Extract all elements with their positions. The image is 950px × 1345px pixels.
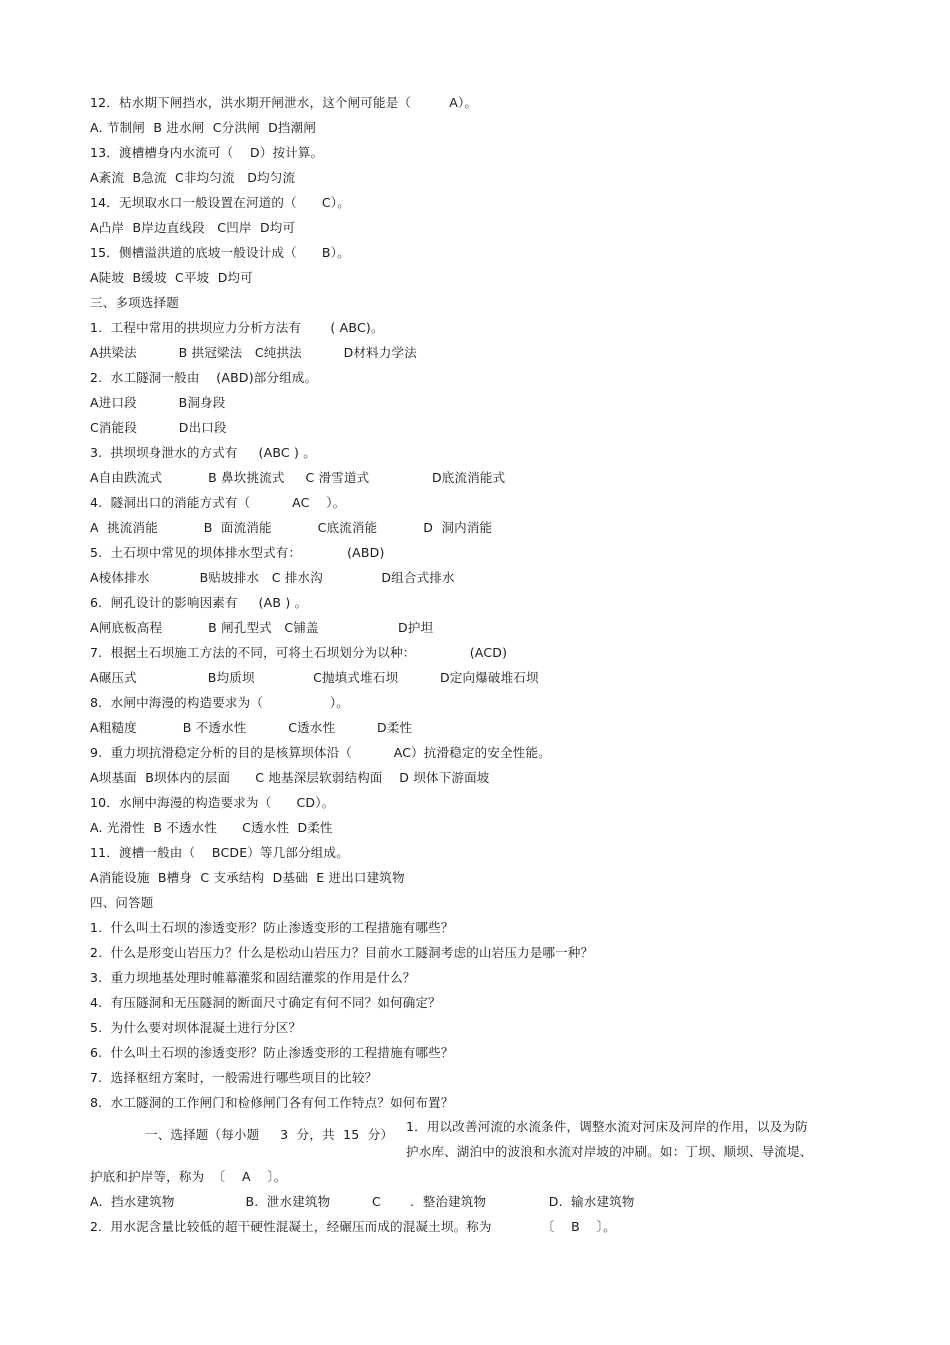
text-line: 5. 土石坝中常见的坝体排水型式有： (ABD) — [90, 545, 385, 560]
text-line: 5. 为什么要对坝体混凝土进行分区？ — [90, 1020, 302, 1035]
text-line: A粗糙度 B 不透水性 C透水性 D柔性 — [90, 720, 413, 735]
text-line: 13．渡槽槽身内水流可（ D）按计算。 — [90, 145, 324, 160]
text-line: 7. 根据土石坝施工方法的不同，可将土石坝划分为以种： (ACD) — [90, 645, 508, 660]
text-line: 8. 水工隧洞的工作闸门和检修闸门各有何工作特点？如何布置？ — [90, 1095, 454, 1110]
text-line: 护水库、湖泊中的波浪和水流对岸坡的冲刷。如：丁坝、顺坝、导流堤、 — [406, 1144, 813, 1159]
text-line: 15．侧槽溢洪道的底坡一般设计成（ B）。 — [90, 245, 350, 260]
text-line: A进口段 B洞身段 — [90, 395, 226, 410]
text-line: 护底和护岸等，称为 〔 A 〕。 — [90, 1169, 287, 1184]
text-line: 11．渡槽一般由（ BCDE）等几部分组成。 — [90, 845, 349, 860]
text-line: 1. 什么叫土石坝的渗透变形？防止渗透变形的工程措施有哪些？ — [90, 920, 454, 935]
text-line: 一、选择题（每小题 3 分，共 15 分） — [145, 1127, 394, 1142]
text-line: A自由跌流式 B 鼻坎挑流式 C 滑雪道式 D底流消能式 — [90, 470, 506, 485]
text-line: C消能段 D出口段 — [90, 420, 227, 435]
text-line: A碾压式 B均质坝 C抛填式堆石坝 D定向爆破堆石坝 — [90, 670, 539, 685]
text-line: 7. 选择枢纽方案时，一般需进行哪些项目的比较？ — [90, 1070, 378, 1085]
text-line: 2. 水工隧洞一般由 (ABD)部分组成。 — [90, 370, 318, 385]
text-line: 3. 拱坝坝身泄水的方式有 (ABC ) 。 — [90, 445, 316, 460]
text-line: 4. 隧洞出口的消能方式有（ AC ）。 — [90, 495, 346, 510]
text-line: A. 光滑性 B 不透水性 C透水性 D柔性 — [90, 820, 333, 835]
text-line: 12．枯水期下闸挡水，洪水期开闸泄水，这个闸可能是（ A）。 — [90, 95, 478, 110]
text-line: 3. 重力坝地基处理时帷幕灌浆和固结灌浆的作用是什么？ — [90, 970, 416, 985]
text-line: A 挑流消能 B 面流消能 C底流消能 D 洞内消能 — [90, 520, 493, 535]
text-line: 1．用以改善河流的水流条件，调整水流对河床及河岸的作用，以及为防 — [406, 1119, 808, 1134]
text-line: A消能设施 B槽身 C 支承结构 D基础 E 进出口建筑物 — [90, 870, 405, 885]
text-line: 三、多项选择题 — [90, 295, 179, 310]
text-line: 9. 重力坝抗滑稳定分析的目的是核算坝体沿（ AC）抗滑稳定的安全性能。 — [90, 745, 551, 760]
text-line: 4. 有压隧洞和无压隧洞的断面尺寸确定有何不同？如何确定？ — [90, 995, 441, 1010]
text-line: 6. 闸孔设计的影响因素有 (AB ) 。 — [90, 595, 308, 610]
text-line: A棱体排水 B贴坡排水 C 排水沟 D组合式排水 — [90, 570, 455, 585]
text-line: 6. 什么叫土石坝的渗透变形？防止渗透变形的工程措施有哪些？ — [90, 1045, 454, 1060]
text-line: 10．水闸中海漫的构造要求为（ CD）。 — [90, 795, 335, 810]
text-line: A坝基面 B坝体内的层面 C 地基深层软弱结构面 D 坝体下游面坡 — [90, 770, 490, 785]
text-line: 四、问答题 — [90, 895, 154, 910]
text-line: 1. 工程中常用的拱坝应力分析方法有 ( ABC)。 — [90, 320, 384, 335]
text-line: A闸底板高程 B 闸孔型式 C铺盖 D护坦 — [90, 620, 434, 635]
text-line: A凸岸 B岸边直线段 C凹岸 D均可 — [90, 220, 296, 235]
text-line: A陡坡 B缓坡 C平坡 D均可 — [90, 270, 253, 285]
text-line: A. 节制闸 B 进水闸 C分洪闸 D挡潮闸 — [90, 120, 317, 135]
text-line: 2. 什么是形变山岩压力？什么是松动山岩压力？目前水工隧洞考虑的山岩压力是哪一种？ — [90, 945, 594, 960]
text-line: 8. 水闸中海漫的构造要求为（ ）。 — [90, 695, 349, 710]
text-line: A紊流 B急流 C非均匀流 D均匀流 — [90, 170, 296, 185]
text-line: A. 挡水建筑物 B. 泄水建筑物 C . 整治建筑物 D. 输水建筑物 — [90, 1194, 635, 1209]
text-line: 2. 用水泥含量比较低的超干硬性混凝土，经碾压而成的混凝土坝。称为 〔 B 〕。 — [90, 1219, 616, 1234]
text-line: 14．无坝取水口一般设置在河道的（ C）。 — [90, 195, 350, 210]
text-line: A拱梁法 B 拱冠梁法 C纯拱法 D材料力学法 — [90, 345, 417, 360]
